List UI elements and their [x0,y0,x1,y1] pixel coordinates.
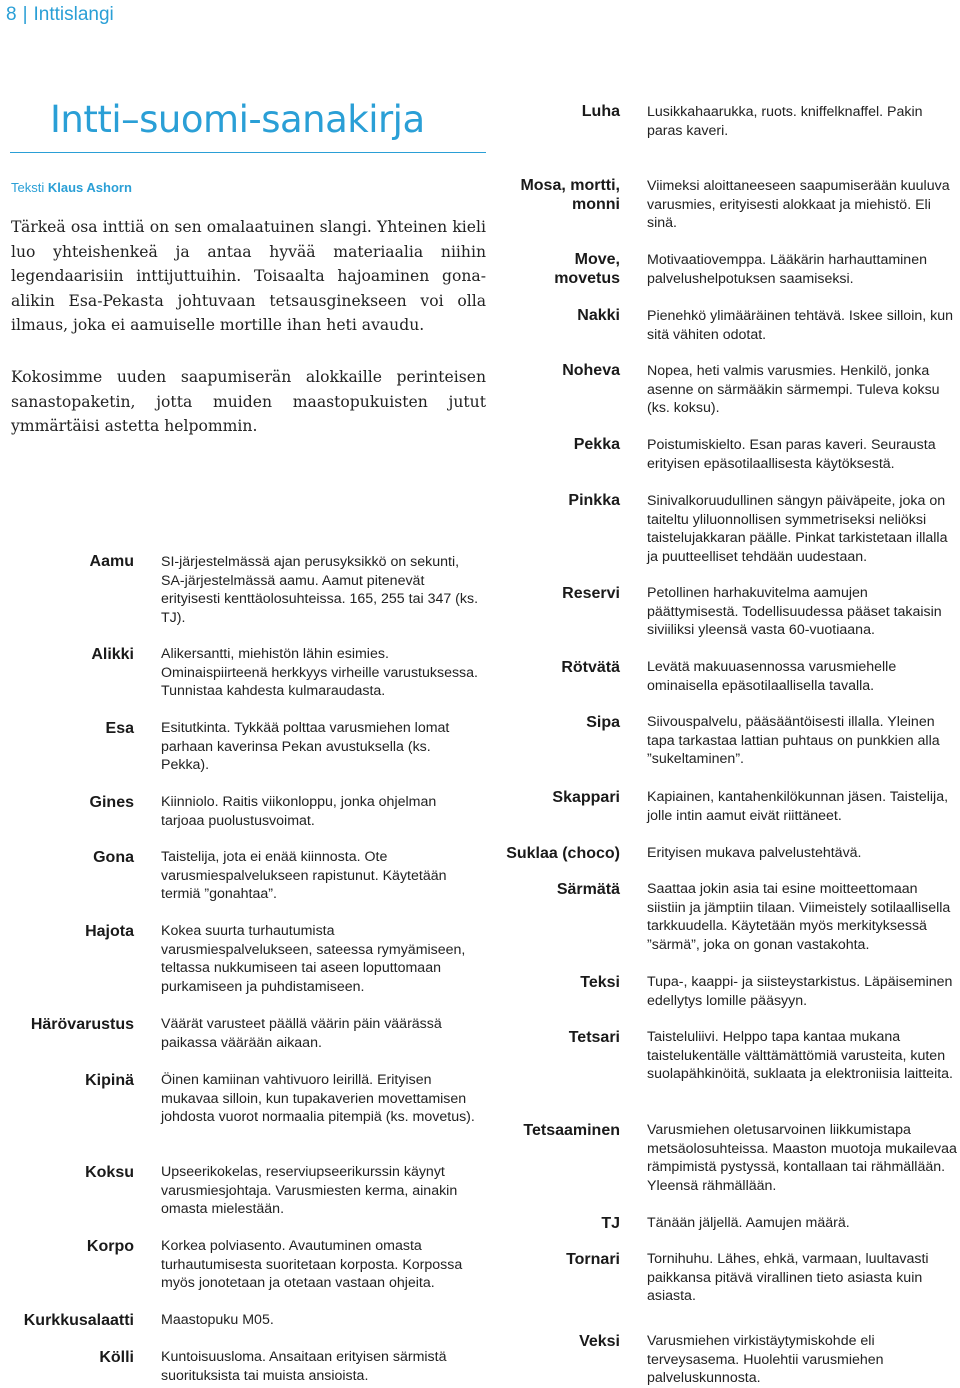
article-title: Intti–suomi-sanakirja [50,98,425,141]
title-divider [10,152,486,153]
glossary-term: Kipinä [85,1072,134,1089]
glossary-term: Särmätä [556,881,620,898]
glossary-definition: Tupa-, kaappi- ja siisteystarkistus. Läpäiseminen edellytys lomille pääsyyn. [647,974,953,1009]
glossary-definition: Lusikkahaarukka, ruots. kniffelknaffel. Pakin paras kaveri. [647,104,923,139]
glossary-term: Kölli [99,1349,134,1366]
glossary-term: Reservi [562,585,620,602]
glossary-term: Aamu [89,553,134,570]
byline [11,180,132,195]
byline-prefix: Teksti [11,180,45,195]
glossary-definition: Esitutkinta. Tykkää polttaa varusmiehen lomat parhaan kaverinsa Pekan avustuksella (ks. Pekka). [161,720,450,773]
glossary-term: Veksi [579,1333,620,1350]
glossary-definition: Taisteluliivi. Helppo tapa kantaa mukana taistelukentälle välttämättömiä varusteita, kuten suolapähkinöitä, suklaata ja elektroniisia laitteita. [647,1029,954,1082]
glossary-definition: Sinivalkoruudullinen sängyn päiväpeite, joka on taiteltu yliluonnollisen symmetriseksi neliöksi taistelujakkaran päälle. Pinkat tarkistetaan illalla ja puutteelliset tehdään uudestaan. [647,493,948,565]
glossary-term: Tetsaaminen [523,1122,620,1139]
glossary-definition: Poistumiskielto. Esan paras kaveri. Seurausta erityisen epäsotilaallisesta käytöksestä. [647,437,936,472]
glossary-term: Koksu [85,1164,134,1181]
intro-paragraph: Kokosimme uuden saapumiserän alokkaille perinteisen sanastopaketin, jotta muiden maastopukuisten jutut ymmärtäisi astetta helpommin. [11,368,486,435]
glossary-term: Luha [581,103,620,120]
glossary-definition: Kiinniolo. Raitis viikonloppu, jonka ohjelman tarjoaa puolustusvoimat. [161,794,437,829]
glossary-definition: Taistelija, jota ei enää kiinnosta. Ote varusmiespalvelukseen rapistunut. Käytetään termiä ”gonahtaa”. [161,849,447,902]
glossary-definition: Nopea, heti valmis varusmies. Henkilö, jonka asenne on särmääkin särmempi. Tuleva koksu (ks. koksu). [647,363,940,416]
glossary-term: Esa [105,720,134,737]
glossary-definition: Kapiainen, kantahenkilökunnan jäsen. Taistelija, jolle intin aamut eivät riittäneet. [647,789,949,824]
glossary-term: Tetsari [568,1029,620,1046]
glossary-definition: Tornihuhu. Lähes, ehkä, varmaan, luultavasti paikkansa pitävä virallinen tieto asiasta kuin asiasta. [647,1251,929,1304]
glossary-definition: Motivaatiovemppa. Lääkärin harhauttaminen palvelushelpotuksen saamiseksi. [647,252,927,287]
intro-paragraph: Tärkeä osa inttiä on sen omalaatuinen slangi. Yhteinen kieli luo yhteishenkeä ja antaa hyvää materiaalia niihin legendaarisiin inttijuttuihin. Toisaalta hajoaminen gona-alikin Esa-Pekasta johtuvaan tetsausginekseen voi olla ilmaus, joka ei aamuiselle mortille ihan heti avaudu. [11,218,486,334]
glossary-term: Mosa, mortti, monni [520,177,620,213]
glossary-term: Suklaa (choco) [506,845,620,862]
glossary-term: Skappari [552,789,620,806]
glossary-definition: Pienehkö ylimääräinen tehtävä. Iskee silloin, kun sitä vähiten odotat. [647,308,953,343]
glossary-definition: Korkea polviasento. Avautuminen omasta turhautumisesta suoritetaan korposta. Korpossa myös jonotetaan ja otetaan vastaan ohjeita. [161,1238,463,1291]
glossary-definition: Kuntoisuusloma. Ansaitaan erityisen särmistä suorituksista tai muista ansioista. [161,1349,447,1384]
glossary-definition: Varusmiehen virkistäytymiskohde eli terveysasema. Huolehtii varusmiehen palveluskunnosta. [647,1333,884,1386]
glossary-term: Hajota [85,923,134,940]
glossary-definition: Petollinen harhakuvitelma aamujen päättymisestä. Todellisuudessa pääset takaisin siviiliksi yleensä vasta 60-vuotiaana. [647,585,942,638]
glossary-definition: Erityisen mukava palvelustehtävä. [647,845,862,861]
glossary-term: Pekka [573,436,620,453]
glossary-definition: Öinen kamiinan vahtivuoro leirillä. Erityisen mukavaa silloin, kun tupakaverien movettamisen johdosta vuorot normaalia pitempiä (ks. movetus). [161,1072,475,1125]
glossary-definition: Upseerikokelas, reserviupseerikurssin käynyt varusmiesjohtaja. Varusmiesten kerma, ainakin omasta mielestään. [161,1164,458,1217]
glossary-definition: Väärät varusteet päällä väärin päin väärässä paikassa väärään aikaan. [161,1016,442,1051]
glossary-definition: Varusmiehen oletusarvoinen liikkumistapa metsäolosuhteissa. Maaston muotoja mukailevaa rämpimistä pystyssä, kontallaan tai rähmällään. Yleensä rähmällään. [647,1122,957,1194]
glossary-term: Sipa [586,714,620,731]
glossary-definition: Levätä makuuasennossa varusmiehelle ominaisella epäsotilaallisella tavalla. [647,659,897,694]
glossary-term: Härövarustus [30,1016,134,1033]
glossary-term: Gona [93,849,134,866]
glossary-term: Pinkka [568,492,620,509]
glossary-term: Gines [89,794,134,811]
glossary-definition: Viimeksi aloittaneeseen saapumiserään kuuluva varusmies, erityisesti alokkaat ja miehistö. Eli sinä. [647,178,950,231]
glossary-term: Alikki [91,646,134,663]
glossary-definition: Kokea suurta turhautumista varusmiespalvelukseen, sateessa rymyämiseen, teltassa nukkumiseen tai aseen loputtomaan purkamiseen ja puhdistamiseen. [161,923,466,995]
glossary-term: Nakki [577,307,620,324]
glossary-term: Korpo [86,1238,134,1255]
glossary-definition: Tänään jäljellä. Aamujen määrä. [647,1215,850,1231]
glossary-term: Noheva [562,362,620,379]
glossary-term: TJ [601,1215,620,1232]
glossary-term: Tornari [566,1251,620,1268]
section-name: Inttislangi [33,4,114,25]
byline-author: Klaus Ashorn [47,180,132,195]
glossary-definition: Maastopuku M05. [161,1312,274,1328]
running-head-divider: | [22,4,28,25]
glossary-definition: Saattaa jokin asia tai esine moitteettomaan siistiin ja jämptiin tilaan. Viimeistely sotilaallisella tarkkuudella. Käytetään myös merkityksessä ”särmä”, joka on gonan vastakohta. [647,881,951,953]
glossary-term: Rötvätä [561,659,620,676]
glossary-definition: SI-järjestelmässä ajan perusyksikkö on sekunti, SA-järjestelmässä aamu. Aamut pitenevät erityisesti kenttäolosuhteissa. 165, 255 tai 347 (ks. TJ). [161,554,479,626]
glossary-definition: Alikersantti, miehistön lähin esimies. Ominaispiirteenä herkkyys virheille varustuksessa. Tunnistaa kahdesta kulmaraudasta. [161,646,478,699]
glossary-definition: Siivouspalvelu, pääsääntöisesti illalla. Yleinen tapa tarkastaa lattian puhtaus on punkkien alla ”sukeltaminen”. [647,714,940,767]
glossary-term: Kurkkusalaatti [23,1312,134,1329]
glossary-term: Teksi [580,974,620,991]
page-number: 8 [6,4,17,25]
running-head [6,4,114,26]
glossary-term: Move, movetus [554,251,620,287]
